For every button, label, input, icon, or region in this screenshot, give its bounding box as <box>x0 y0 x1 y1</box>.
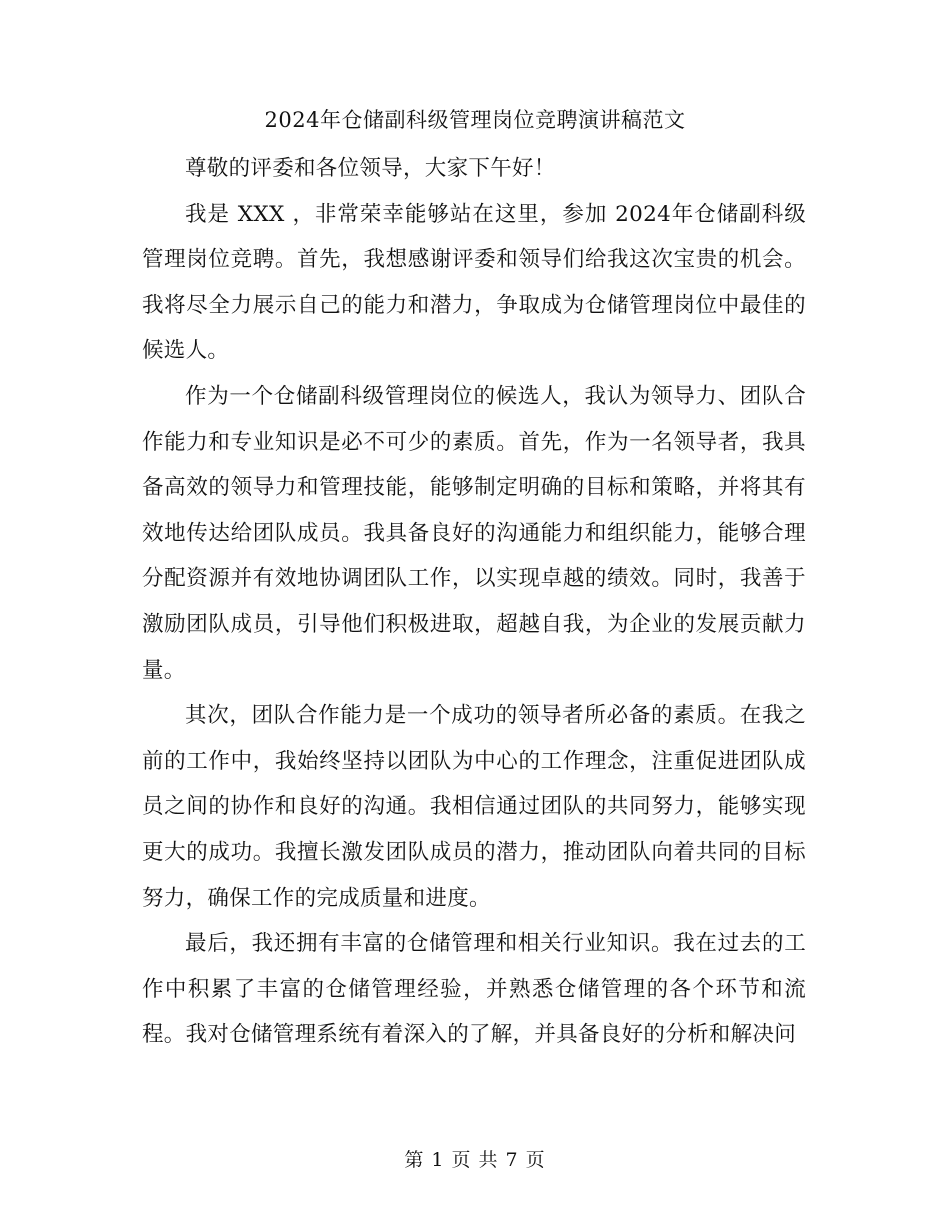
page-number-footer: 第 1 页 共 7 页 <box>404 1149 546 1171</box>
paragraph-introduction: 我是 XXX ，非常荣幸能够站在这里，参加 2024年仓储副科级管理岗位竞聘。首先，我想感谢评委和领导们给我这次宝贵的机会。我将尽全力展示自己的能力和潜力，争取成为仓储管理岗位中最佳的候选人。 <box>142 201 806 364</box>
paragraph-teamwork: 其次，团队合作能力是一个成功的领导者所必备的素质。在我之前的工作中，我始终坚持以团队为中心的工作理念，注重促进团队成员之间的协作和良好的沟通。我相信通过团队的共同努力，能够实现更大的成功。我擅长激发团队成员的潜力，推动团队向着共同的目标努力，确保工作的完成质量和进度。 <box>142 703 806 911</box>
document-title: 2024年仓储副科级管理岗位竞聘演讲稿范文 <box>264 108 686 132</box>
document-body <box>142 146 806 1058</box>
paragraph-leadership: 作为一个仓储副科级管理岗位的候选人，我认为领导力、团队合作能力和专业知识是必不可少的素质。首先，作为一名领导者，我具备高效的领导力和管理技能，能够制定明确的目标和策略，并将其有效地传达给团队成员。我具备良好的沟通能力和组织能力，能够合理分配资源并有效地协调团队工作，以实现卓越的绩效。同时，我善于激励团队成员，引导他们积极进取，超越自我，为企业的发展贡献力量。 <box>142 383 806 683</box>
paragraph-greeting: 尊敬的评委和各位领导，大家下午好！ <box>185 156 556 181</box>
paragraph-knowledge: 最后，我还拥有丰富的仓储管理和相关行业知识。我在过去的工作中积累了丰富的仓储管理经验，并熟悉仓储管理的各个环节和流程。我对仓储管理系统有着深入的了解，并具备良好的分析和解决问 <box>142 931 806 1048</box>
